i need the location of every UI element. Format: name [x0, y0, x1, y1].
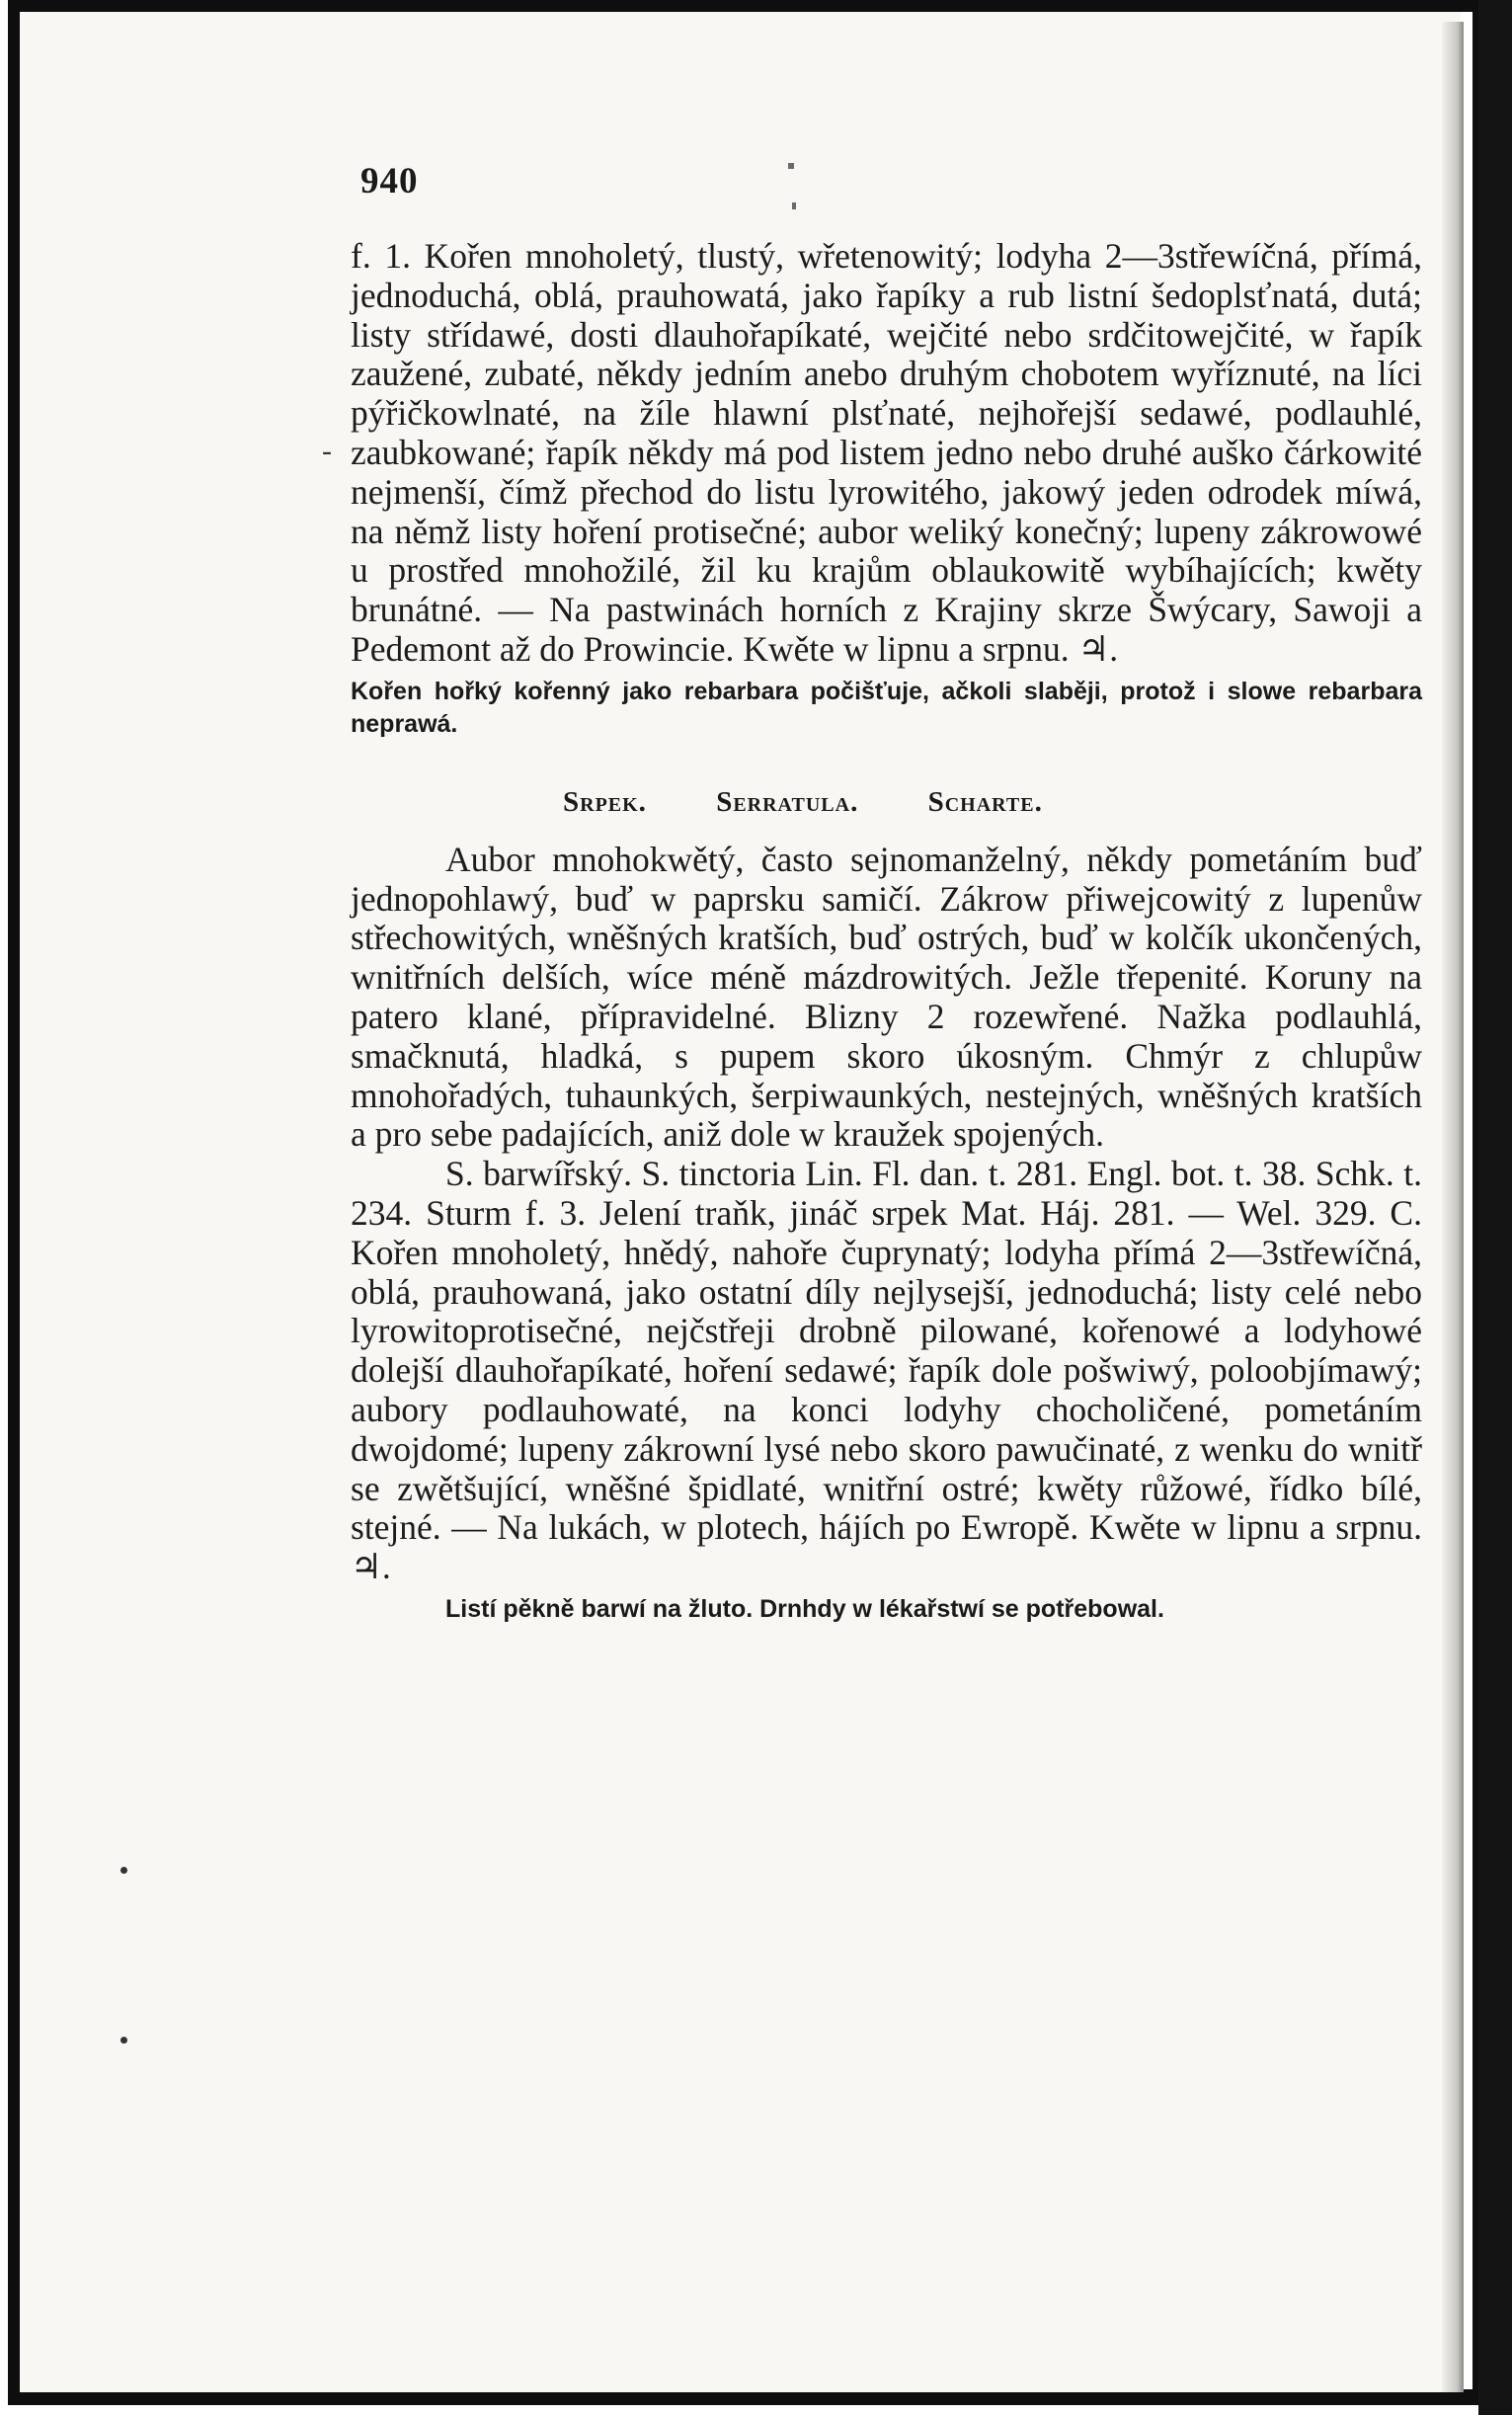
species-entry-paragraph: S. barwířský. S. tinctoria Lin. Fl. dan. t. 281. Engl. bot. t. 38. Schk. t. 234. Sturm f. 3. Jelení traňk, jináč srpek Mat. Háj. 281. — Wel. 329. C. Kořen mnoholetý, hnědý, nahoře čuprynatý; lodyha přímá 2—3střewíčná, oblá, prauhowaná, jako ostatní díly nejlysejší, jednoduchá; listy celé nebo lyrowitoprotisečné, nejčstřeji drobně pilowané, kořenowé a lodyhowé dolejší dlauhořapíkaté, hoření sedawé; řapík dole pošwiwý, poloobjímawý; aubory podlauhowaté, na konci lodyhy chocholičené, pometáním dwojdomé; lupeny zákrowní lysé nebo skoro pawučinaté, z wenku do wnitř se zwětšující, wněšné špidlaté, wnitřní ostré; kwěty růžowé, řídko bílé, stejné. — Na lukách, w plotech, hájích po Ewropě. Kwěte w lipnu a srpnu. ♃.	[351, 1154, 1422, 1587]
page-number: 940	[360, 161, 419, 201]
scan-speck	[788, 163, 794, 169]
margin-dot	[120, 2037, 127, 2044]
genus-name-german: Scharte.	[927, 785, 1043, 818]
usage-note-2: Listí pěkně barwí na žluto. Drnhdy w lékařstwí se potřebowal.	[445, 1594, 1164, 1623]
page-gutter-shadow	[1442, 22, 1464, 2392]
text-column	[351, 237, 1422, 1626]
margin-mark: -	[322, 435, 332, 467]
scan-right-edge	[1478, 0, 1512, 2415]
scan-speck	[792, 202, 796, 209]
genus-header	[351, 786, 1422, 819]
margin-dot	[120, 1867, 127, 1874]
usage-note: Kořen hořký kořenný jako rebarbara počišťuje, ačkoli slaběji, protož i slowe rebarbara neprawá.	[351, 677, 1422, 738]
genus-description-paragraph: Aubor mnohokwětý, často sejnomanželný, někdy pometáním buď jednopohlawý, buď w paprsku samičí. Zákrow přiwejcowitý z lupenůw střechowitých, wněšných kratších, buď ostrých, buď w kolčík ukončených, wnitřních delších, wíce méně mázdrowitých. Ježle třepenité. Koruny na patero klané, přípravidelné. Blizny 2 rozewřené. Nažka podlauhlá, smačknutá, hladká, s pupem skoro úkosným. Chmýr z chlupůw mnohořadých, tuhaunkých, šerpiwaunkých, nestejných, wněšných kratších a pro sebe padajících, aniž dole w kraužek spojených.	[351, 839, 1422, 1155]
species-description-paragraph: f. 1. Kořen mnoholetý, tlustý, wřetenowitý; lodyha 2—3střewíčná, přímá, jednoduchá, oblá, prauhowatá, jako řapíky a rub listní šedoplsťnatá, dutá; listy střídawé, dosti dlauhořapíkaté, wejčité nebo srdčitowejčité, w řapík zaužené, zubaté, někdy jedním anebo druhým chobotem wyříznuté, na líci pýřičkowlnaté, na žíle hlawní plsťnaté, nejhořejší sedawé, podlauhlé, zaubkowané; řapík někdy má pod listem jedno nebo druhé auško čárkowité nejmenší, čímž přechod do listu lyrowitého, jakowý jeden odrodek míwá, na němž listy hoření protisečné; aubor weliký konečný; lupeny zákrowowé u prostřed mnohožilé, žil ku krajům oblaukowitě wybíhajících; kwěty brunátné. — Na pastwinách horních z Krajiny skrze Šwýcary, Sawoji a Pedemont až do Prowincie. Kwěte w lipnu a srpnu. ♃.	[351, 236, 1422, 669]
genus-name-latin: Serratula.	[716, 785, 859, 818]
genus-name-czech: Srpek.	[563, 785, 647, 818]
